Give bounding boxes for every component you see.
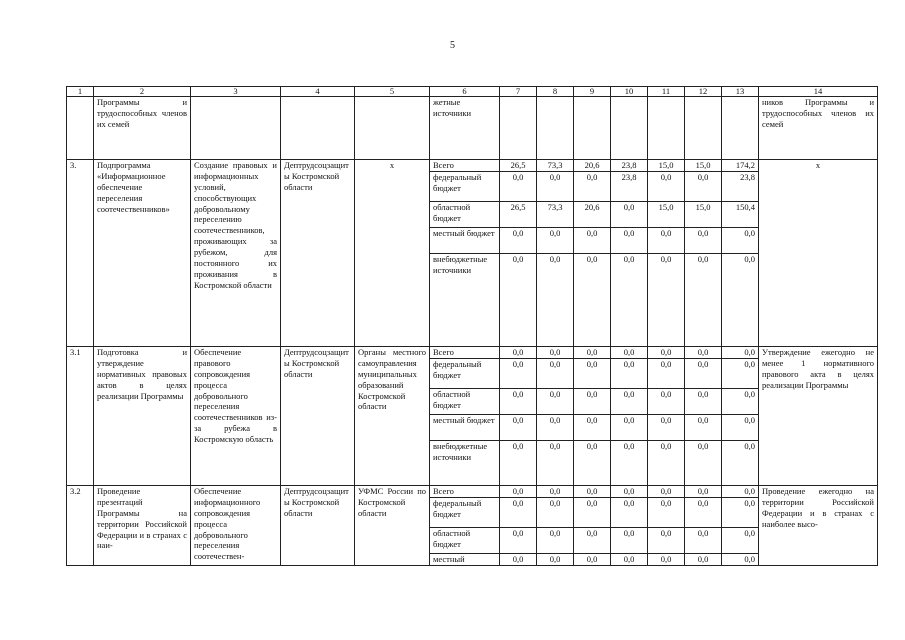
cell [574,97,611,160]
funding-value: 0,0 [611,498,648,528]
funding-value: 0,0 [611,254,648,347]
funding-value: 0,0 [500,415,537,441]
funding-value: 15,0 [648,160,685,172]
funding-value: 0,0 [500,528,537,554]
funding-value: 0,0 [648,554,685,566]
funding-source: Всего [430,160,500,172]
funding-value: 26,5 [500,160,537,172]
funding-value: 0,0 [722,389,759,415]
funding-value: 0,0 [500,486,537,498]
cell [722,97,759,160]
funding-value: 0,0 [574,554,611,566]
funding-value: 0,0 [722,228,759,254]
funding-value: 0,0 [537,486,574,498]
funding-value: 0,0 [574,359,611,389]
cell [537,97,574,160]
column-header: 9 [574,87,611,97]
funding-value: 0,0 [648,347,685,359]
funding-value: 0,0 [611,415,648,441]
funding-value: 0,0 [722,498,759,528]
funding-source: местный бюджет [430,415,500,441]
funding-value: 0,0 [574,172,611,202]
item-number: 3. [67,160,94,347]
funding-value: 0,0 [648,441,685,486]
column-header: 11 [648,87,685,97]
funding-value: 0,0 [537,359,574,389]
funding-value: 0,0 [611,347,648,359]
funding-source: внебюджетные источники [430,441,500,486]
page-number: 5 [450,40,455,51]
program-table [66,86,878,566]
funding-source: федеральный бюджет [430,359,500,389]
funding-value: 15,0 [648,202,685,228]
column-header: 4 [281,87,355,97]
funding-value: 26,5 [500,202,537,228]
funding-value: 0,0 [685,441,722,486]
funding-value: 0,0 [685,415,722,441]
funding-value: 0,0 [537,172,574,202]
funding-value: 0,0 [648,359,685,389]
item-number: 3.1 [67,347,94,486]
funding-value: 0,0 [611,441,648,486]
item-executor: Дептрудсоцзащиты Костромской области [281,160,355,347]
cell [685,97,722,160]
funding-value: 150,4 [722,202,759,228]
column-header: 12 [685,87,722,97]
funding-value: 0,0 [685,486,722,498]
funding-value: 0,0 [574,389,611,415]
funding-value: 0,0 [648,498,685,528]
cell [191,97,281,160]
funding-value: 0,0 [722,441,759,486]
funding-value: 0,0 [574,528,611,554]
funding-value: 0,0 [685,228,722,254]
funding-value: 0,0 [611,528,648,554]
item-goal: Создание правовых и информационных условий, способствующих добровольному переселению соотечественников, проживающих за рубежом, для постоянного их проживания в Костромской области [191,160,281,347]
funding-value: 0,0 [500,347,537,359]
funding-value: 0,0 [574,486,611,498]
funding-value: 0,0 [574,254,611,347]
funding-value: 0,0 [648,172,685,202]
funding-value: 0,0 [648,528,685,554]
funding-source: Всего [430,347,500,359]
table-row [67,347,878,359]
cell [648,97,685,160]
continuation-row [67,97,878,160]
funding-value: 0,0 [574,441,611,486]
funding-value: 0,0 [611,389,648,415]
column-header: 13 [722,87,759,97]
item-partner: УФМС России по Костромской области [355,486,430,566]
funding-value: 0,0 [611,359,648,389]
funding-value: 0,0 [500,228,537,254]
funding-value: 0,0 [500,172,537,202]
funding-value: 0,0 [722,359,759,389]
table-row [67,486,878,498]
funding-value: 0,0 [500,441,537,486]
item-name: Подготовка и утверждение нормативных правовых актов в целях реализации Программы [94,347,191,486]
funding-value: 0,0 [537,415,574,441]
column-header: 3 [191,87,281,97]
continued-source-cell: жетные источники [430,97,500,160]
funding-value: 0,0 [500,389,537,415]
funding-value: 20,6 [574,202,611,228]
funding-value: 0,0 [722,486,759,498]
funding-source: местный бюджет [430,228,500,254]
item-partner: х [355,160,430,347]
funding-value: 0,0 [685,254,722,347]
item-partner: Органы местного самоуправления муниципальных образований Костромской области [355,347,430,486]
item-number: 3.2 [67,486,94,566]
funding-value: 0,0 [500,498,537,528]
funding-value: 0,0 [500,359,537,389]
item-executor: Дептрудсоцзащиты Костромской области [281,347,355,486]
funding-value: 0,0 [685,389,722,415]
funding-value: 0,0 [685,172,722,202]
funding-value: 0,0 [574,228,611,254]
funding-value: 0,0 [611,202,648,228]
funding-value: 23,8 [611,160,648,172]
funding-value: 0,0 [722,254,759,347]
cell [67,97,94,160]
item-name: Проведение презентаций Программы на территории Российской Федерации и в странах с наи- [94,486,191,566]
funding-value: 20,6 [574,160,611,172]
funding-value: 0,0 [722,554,759,566]
funding-value: 0,0 [648,415,685,441]
funding-value: 23,8 [611,172,648,202]
continued-result-cell: ников Программы и трудоспособных членов их семей [759,97,878,160]
funding-source: областной бюджет [430,202,500,228]
funding-value: 73,3 [537,160,574,172]
funding-source: областной бюджет [430,389,500,415]
cell [281,97,355,160]
funding-value: 0,0 [537,498,574,528]
funding-source: федеральный бюджет [430,172,500,202]
funding-value: 0,0 [574,415,611,441]
funding-value: 0,0 [648,228,685,254]
column-header: 5 [355,87,430,97]
funding-value: 0,0 [611,228,648,254]
item-name: Подпрограмма «Информационное обеспечение переселения соотечественников» [94,160,191,347]
item-result: Проведение ежегодно на территории Российской Федерации и в странах с наиболее высо- [759,486,878,566]
funding-value: 0,0 [722,415,759,441]
funding-value: 73,3 [537,202,574,228]
funding-value: 0,0 [685,554,722,566]
funding-value: 0,0 [648,486,685,498]
funding-value: 0,0 [500,554,537,566]
funding-value: 174,2 [722,160,759,172]
item-result: х [759,160,878,347]
funding-value: 0,0 [611,554,648,566]
funding-value: 0,0 [611,486,648,498]
funding-value: 0,0 [685,498,722,528]
funding-value: 0,0 [722,347,759,359]
cell [355,97,430,160]
continued-name-cell: Программы и трудоспособных членов их семей [94,97,191,160]
funding-value: 0,0 [537,347,574,359]
funding-source: областной бюджет [430,528,500,554]
item-goal: Обеспечение правового сопровождения процесса добровольного переселения соотечественников из-за рубежа в Костромскую область [191,347,281,486]
column-header: 2 [94,87,191,97]
column-header: 7 [500,87,537,97]
column-header: 10 [611,87,648,97]
column-header: 1 [67,87,94,97]
item-executor: Дептрудсоцзащиты Костромской области [281,486,355,566]
column-header: 14 [759,87,878,97]
cell [500,97,537,160]
funding-value: 0,0 [537,228,574,254]
funding-source: внебюджетные источники [430,254,500,347]
funding-value: 0,0 [648,254,685,347]
funding-value: 15,0 [685,202,722,228]
column-header: 6 [430,87,500,97]
funding-value: 0,0 [574,498,611,528]
funding-value: 15,0 [685,160,722,172]
funding-value: 0,0 [537,528,574,554]
funding-value: 0,0 [537,389,574,415]
funding-value: 0,0 [500,254,537,347]
funding-value: 0,0 [685,528,722,554]
funding-value: 0,0 [648,389,685,415]
item-result: Утверждение ежегодно не менее 1 нормативного правового акта в целях реализации Программы [759,347,878,486]
funding-value: 0,0 [537,441,574,486]
funding-value: 0,0 [685,359,722,389]
table-row [67,160,878,172]
funding-value: 23,8 [722,172,759,202]
funding-value: 0,0 [722,528,759,554]
column-header: 8 [537,87,574,97]
funding-value: 0,0 [574,347,611,359]
funding-value: 0,0 [537,254,574,347]
cell [611,97,648,160]
funding-source: Всего [430,486,500,498]
funding-source: местный [430,554,500,566]
item-goal: Обеспечение информационного сопровождения процесса добровольного переселения соотечествен- [191,486,281,566]
funding-source: федеральный бюджет [430,498,500,528]
funding-value: 0,0 [537,554,574,566]
funding-value: 0,0 [685,347,722,359]
column-number-row [67,87,878,97]
